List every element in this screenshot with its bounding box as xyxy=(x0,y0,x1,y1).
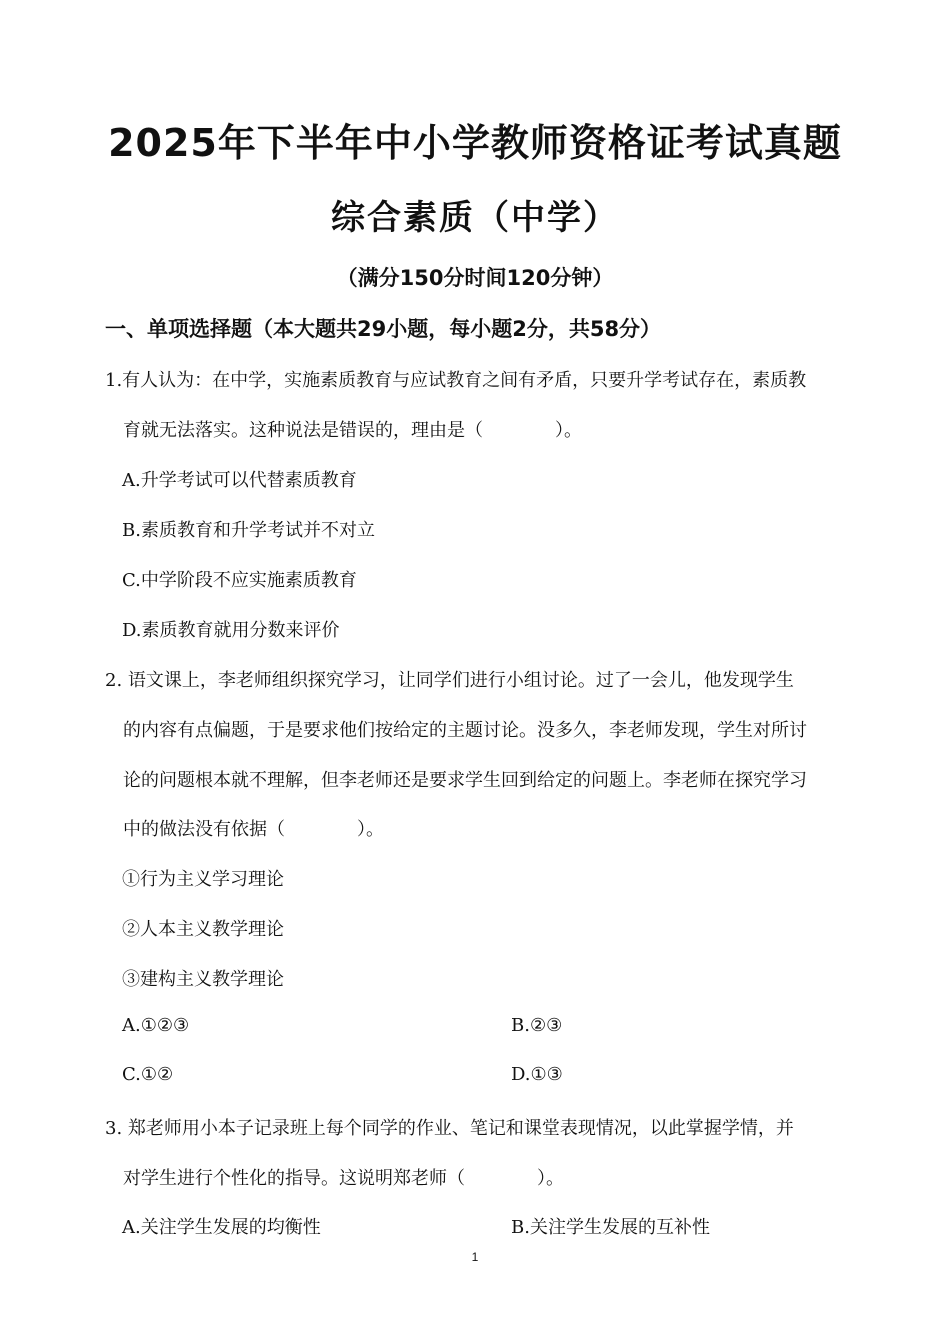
question-2-statement-2: ②人本主义教学理论 xyxy=(122,919,284,940)
question-1-option-c: C.中学阶段不应实施素质教育 xyxy=(122,570,357,591)
section-title: 一、单项选择题（本大题共29小题，每小题2分，共58分） xyxy=(105,317,662,341)
question-2-line-4: 中的做法没有依据（ ）。 xyxy=(123,819,384,840)
question-2-option-b: B.②③ xyxy=(511,1015,563,1036)
question-2-option-a: A.①②③ xyxy=(122,1015,190,1036)
question-3-line-1: 3. 郑老师用小本子记录班上每个同学的作业、笔记和课堂表现情况，以此掌握学情，并 xyxy=(105,1118,794,1139)
page-number: 1 xyxy=(471,1250,479,1264)
exam-info: （满分150分时间120分钟） xyxy=(336,266,614,290)
question-3-option-b: B.关注学生发展的互补性 xyxy=(511,1217,710,1238)
question-2-statement-3: ③建构主义教学理论 xyxy=(122,969,284,990)
question-1-option-d: D.素质教育就用分数来评价 xyxy=(122,620,340,641)
question-2-line-1: 2. 语文课上，李老师组织探究学习，让同学们进行小组讨论。过了一会儿，他发现学生 xyxy=(105,670,794,691)
question-2-line-2: 的内容有点偏题，于是要求他们按给定的主题讨论。没多久，李老师发现，学生对所讨 xyxy=(123,720,807,741)
question-2-statement-1: ①行为主义学习理论 xyxy=(122,869,284,890)
exam-title: 2025年下半年中小学教师资格证考试真题 xyxy=(108,121,842,165)
question-2-option-d: D.①③ xyxy=(511,1064,563,1085)
question-2-option-c: C.①② xyxy=(122,1064,174,1085)
question-1-option-b: B.素质教育和升学考试并不对立 xyxy=(122,520,375,541)
question-1-line-1: 1.有人认为：在中学，实施素质教育与应试教育之间有矛盾，只要升学考试存在，素质教 xyxy=(105,370,807,391)
question-3-line-2: 对学生进行个性化的指导。这说明郑老师（ ）。 xyxy=(123,1168,564,1189)
question-1-line-2: 育就无法落实。这种说法是错误的，理由是（ ）。 xyxy=(123,420,582,441)
question-3-option-a: A.关注学生发展的均衡性 xyxy=(122,1217,321,1238)
question-1-option-a: A.升学考试可以代替素质教育 xyxy=(122,470,357,491)
question-2-line-3: 论的问题根本就不理解，但李老师还是要求学生回到给定的问题上。李老师在探究学习 xyxy=(123,770,807,791)
exam-subtitle: 综合素质（中学） xyxy=(331,198,619,238)
